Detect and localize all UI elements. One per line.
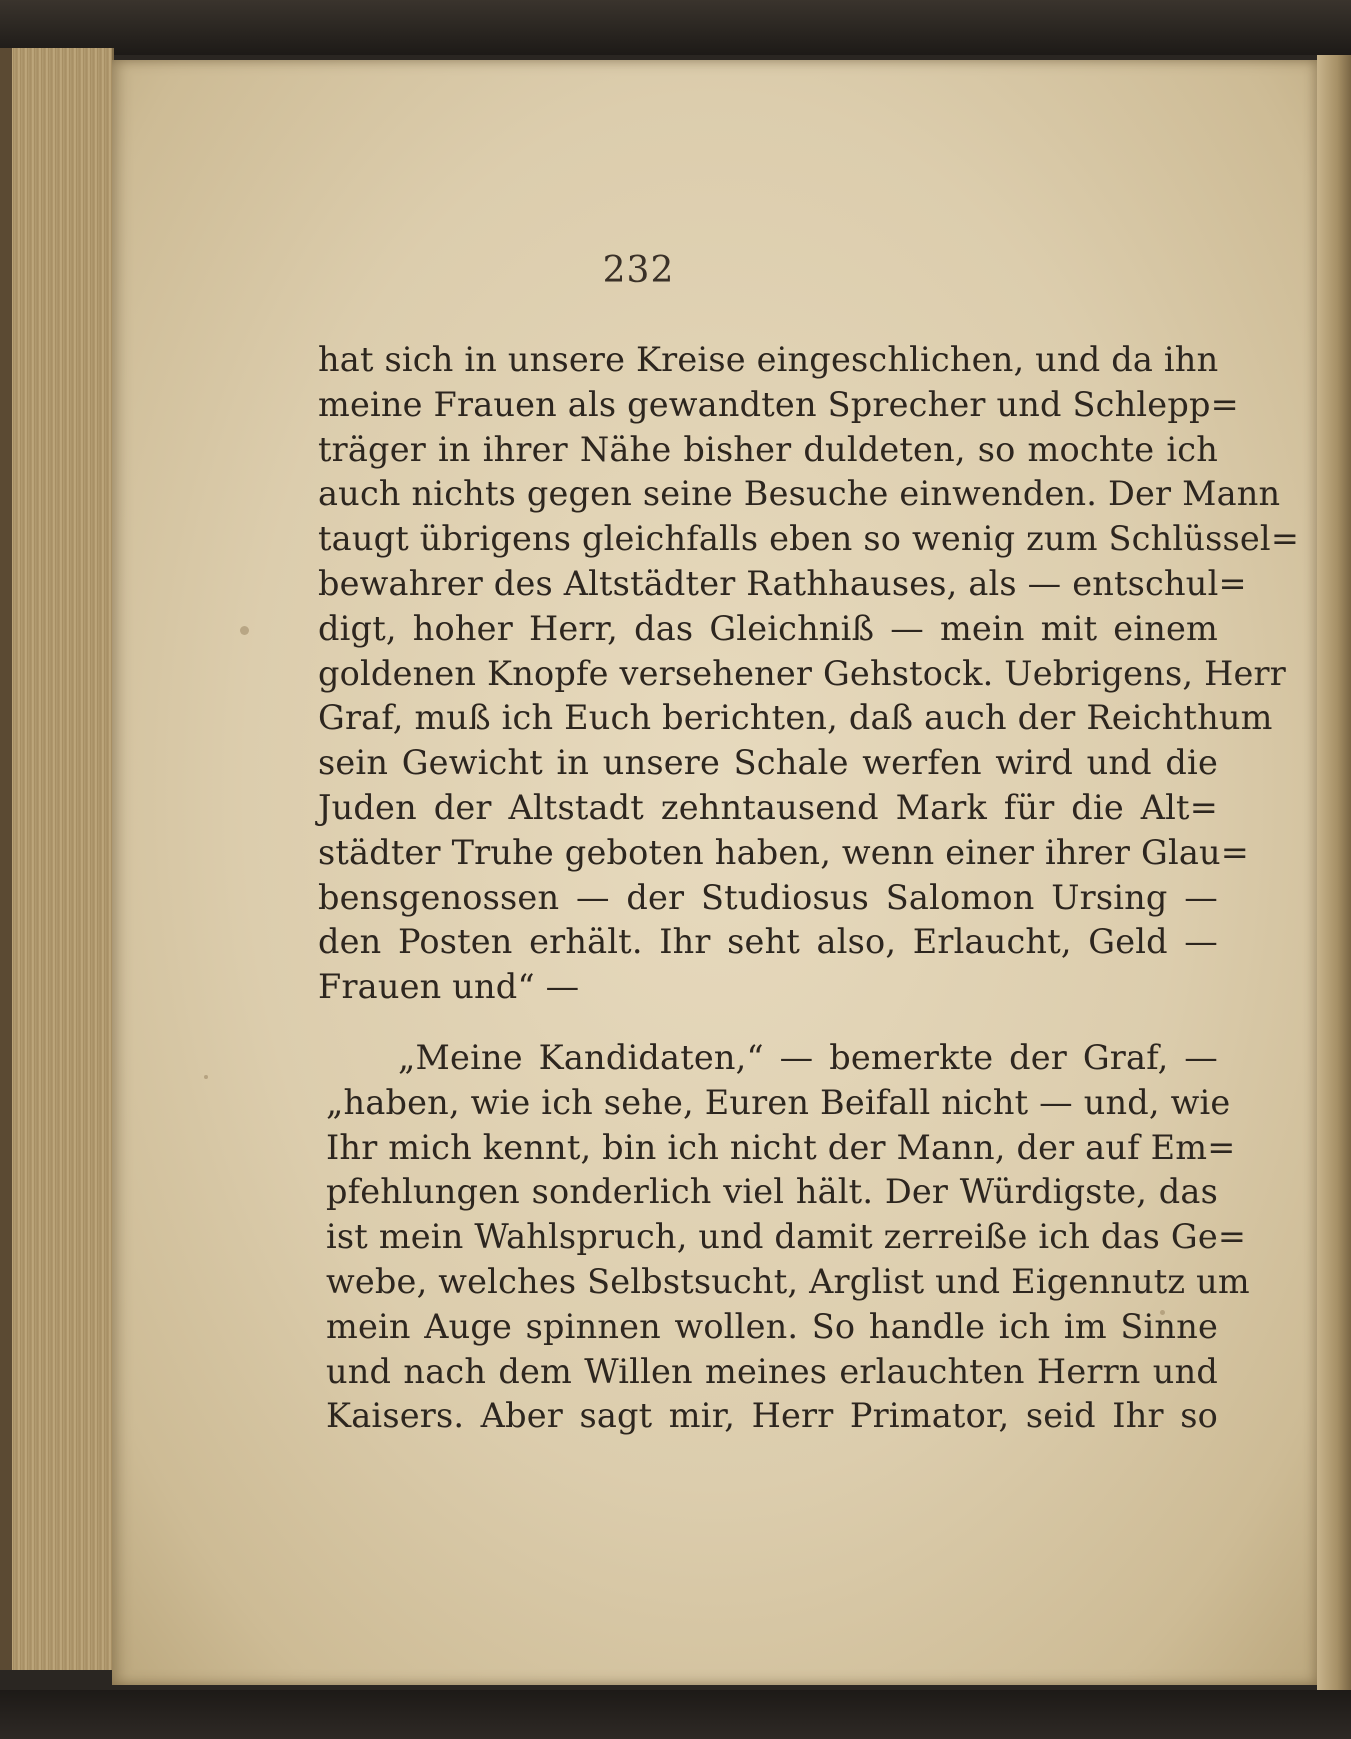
body-text: [318, 338, 1300, 1439]
page-number: 232: [602, 250, 675, 291]
text-line: sein Gewicht in unsere Schale werfen wird und die: [318, 743, 1218, 783]
text-line: ist mein Wahlspruch, und damit zerreiße ich das Ge=: [326, 1217, 1247, 1257]
text-line: und nach dem Willen meines erlauchten Herrn und: [326, 1351, 1218, 1391]
text-line: „haben, wie ich sehe, Euren Beifall nicht — und, wie: [326, 1082, 1231, 1122]
text-line: webe, welches Selbstsucht, Arglist und Eigennutz um: [326, 1261, 1250, 1301]
text-line: hat sich in unsere Kreise eingeschlichen, und da ihn: [318, 340, 1219, 379]
text-line: Kaisers. Aber sagt mir, Herr Primator, seid Ihr so: [326, 1396, 1218, 1436]
text-line: träger in ihrer Nähe bisher duldeten, so mochte ich: [318, 429, 1218, 469]
text-line: pfehlungen sonderlich viel hält. Der Würdigste, das: [326, 1172, 1218, 1212]
text-line: städter Truhe geboten haben, wenn einer ihrer Glau=: [318, 832, 1250, 872]
paper-stain: [204, 1075, 208, 1079]
text-line: Graf, muß ich Euch berichten, daß auch der Reichthum: [318, 698, 1273, 738]
text-line: meine Frauen als gewandten Sprecher und Schlepp=: [318, 384, 1239, 424]
paragraph-gap: [318, 1010, 1218, 1036]
paragraph: [326, 1036, 1250, 1439]
text-line: Frauen und“ —: [318, 967, 580, 1007]
text-line: den Posten erhält. Ihr seht also, Erlaucht, Geld —: [318, 922, 1218, 962]
book-spine-bottom: [0, 1690, 1351, 1739]
text-line: Ihr mich kennt, bin ich nicht der Mann, der auf Em=: [326, 1127, 1236, 1167]
text-line: bensgenossen — der Studiosus Salomon Ursing —: [318, 877, 1218, 917]
text-line: „Meine Kandidaten,“ — bemerkte der Graf, —: [398, 1037, 1218, 1077]
paper-stain: [240, 626, 249, 635]
text-line: mein Auge spinnen wollen. So handle ich im Sinne: [326, 1306, 1218, 1346]
text-line: Juden der Altstadt zehntausend Mark für die Alt=: [318, 787, 1218, 827]
book-spine-top: [0, 0, 1351, 55]
text-line: goldenen Knopfe versehener Gehstock. Uebrigens, Herr: [318, 653, 1286, 693]
paragraph: [318, 338, 1300, 1010]
text-line: taugt übrigens gleichfalls eben so wenig zum Schlüssel=: [318, 519, 1300, 559]
book-cover-edge: [0, 48, 12, 1670]
page-edge-right: [1317, 55, 1351, 1690]
text-line: auch nichts gegen seine Besuche einwenden. Der Mann: [318, 474, 1281, 514]
text-line: digt, hoher Herr, das Gleichniß — mein mit einem: [318, 608, 1218, 648]
page-edges-left: [0, 48, 114, 1670]
text-line: bewahrer des Altstädter Rathhauses, als — entschul=: [318, 563, 1247, 603]
